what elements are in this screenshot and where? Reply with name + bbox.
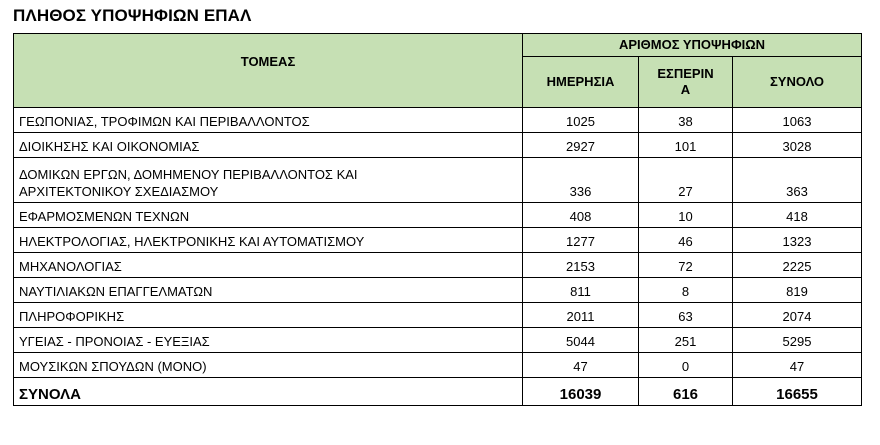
sector-cell: ΠΛΗΡΟΦΟΡΙΚΗΣ bbox=[14, 303, 523, 328]
total-cell: 2225 bbox=[733, 253, 862, 278]
candidates-table bbox=[13, 33, 862, 406]
total-cell: 1323 bbox=[733, 228, 862, 253]
day-cell: 5044 bbox=[523, 328, 639, 353]
table-body bbox=[14, 108, 862, 406]
evening-column-header: ΕΣΠΕΡΙΝΑ bbox=[639, 57, 733, 108]
total-cell: 1063 bbox=[733, 108, 862, 133]
table-row bbox=[14, 353, 862, 378]
evening-cell: 251 bbox=[639, 328, 733, 353]
sector-cell: ΕΦΑΡΜΟΣΜΕΝΩΝ ΤΕΧΝΩΝ bbox=[14, 203, 523, 228]
evening-cell: 101 bbox=[639, 133, 733, 158]
total-cell: 2074 bbox=[733, 303, 862, 328]
candidate-count-group-header: ΑΡΙΘΜΟΣ ΥΠΟΨΗΦΙΩΝ bbox=[523, 34, 862, 57]
sector-cell: ΔΟΜΙΚΩΝ ΕΡΓΩΝ, ΔΟΜΗΜΕΝΟΥ ΠΕΡΙΒΑΛΛΟΝΤΟΣ ΚΑΙ ΑΡΧΙΤΕΚΤΟΝΙΚΟΥ ΣΧΕΔΙΑΣΜΟΥ bbox=[14, 158, 523, 203]
table-row bbox=[14, 133, 862, 158]
header-row-top bbox=[14, 34, 862, 57]
sector-cell: ΥΓΕΙΑΣ - ΠΡΟΝΟΙΑΣ - ΕΥΕΞΙΑΣ bbox=[14, 328, 523, 353]
table-row bbox=[14, 328, 862, 353]
sector-column-header: ΤΟΜΕΑΣ bbox=[14, 34, 523, 108]
total-cell: 47 bbox=[733, 353, 862, 378]
evening-cell: 27 bbox=[639, 158, 733, 203]
day-cell: 2927 bbox=[523, 133, 639, 158]
evening-cell: 38 bbox=[639, 108, 733, 133]
totals-evening-cell: 616 bbox=[639, 378, 733, 406]
sector-cell: ΜΟΥΣΙΚΩΝ ΣΠΟΥΔΩΝ (ΜΟΝΟ) bbox=[14, 353, 523, 378]
evening-cell: 72 bbox=[639, 253, 733, 278]
total-cell: 819 bbox=[733, 278, 862, 303]
day-column-header: ΗΜΕΡΗΣΙΑ bbox=[523, 57, 639, 108]
total-column-header: ΣΥΝΟΛΟ bbox=[733, 57, 862, 108]
day-cell: 47 bbox=[523, 353, 639, 378]
table-row bbox=[14, 158, 862, 203]
sector-cell: ΗΛΕΚΤΡΟΛΟΓΙΑΣ, ΗΛΕΚΤΡΟΝΙΚΗΣ ΚΑΙ ΑΥΤΟΜΑΤΙΣΜΟΥ bbox=[14, 228, 523, 253]
sector-cell: ΔΙΟΙΚΗΣΗΣ ΚΑΙ ΟΙΚΟΝΟΜΙΑΣ bbox=[14, 133, 523, 158]
day-cell: 2153 bbox=[523, 253, 639, 278]
table-row bbox=[14, 253, 862, 278]
total-cell: 5295 bbox=[733, 328, 862, 353]
totals-row bbox=[14, 378, 862, 406]
total-cell: 363 bbox=[733, 158, 862, 203]
sector-cell: ΝΑΥΤΙΛΙΑΚΩΝ ΕΠΑΓΓΕΛΜΑΤΩΝ bbox=[14, 278, 523, 303]
day-cell: 811 bbox=[523, 278, 639, 303]
total-cell: 418 bbox=[733, 203, 862, 228]
table-row bbox=[14, 203, 862, 228]
day-cell: 2011 bbox=[523, 303, 639, 328]
evening-cell: 8 bbox=[639, 278, 733, 303]
candidates-table-container bbox=[13, 33, 862, 406]
day-cell: 1277 bbox=[523, 228, 639, 253]
day-cell: 408 bbox=[523, 203, 639, 228]
evening-cell: 0 bbox=[639, 353, 733, 378]
day-cell: 336 bbox=[523, 158, 639, 203]
totals-label: ΣΥΝΟΛΑ bbox=[14, 378, 523, 406]
total-cell: 3028 bbox=[733, 133, 862, 158]
sector-cell: ΓΕΩΠΟΝΙΑΣ, ΤΡΟΦΙΜΩΝ ΚΑΙ ΠΕΡΙΒΑΛΛΟΝΤΟΣ bbox=[14, 108, 523, 133]
table-row bbox=[14, 228, 862, 253]
page-title: ΠΛΗΘΟΣ ΥΠΟΨΗΦΙΩΝ ΕΠΑΛ bbox=[13, 6, 252, 25]
totals-day-cell: 16039 bbox=[523, 378, 639, 406]
table-row bbox=[14, 278, 862, 303]
evening-cell: 63 bbox=[639, 303, 733, 328]
evening-cell: 46 bbox=[639, 228, 733, 253]
totals-total-cell: 16655 bbox=[733, 378, 862, 406]
day-cell: 1025 bbox=[523, 108, 639, 133]
table-row bbox=[14, 108, 862, 133]
table-row bbox=[14, 303, 862, 328]
evening-cell: 10 bbox=[639, 203, 733, 228]
sector-cell: ΜΗΧΑΝΟΛΟΓΙΑΣ bbox=[14, 253, 523, 278]
